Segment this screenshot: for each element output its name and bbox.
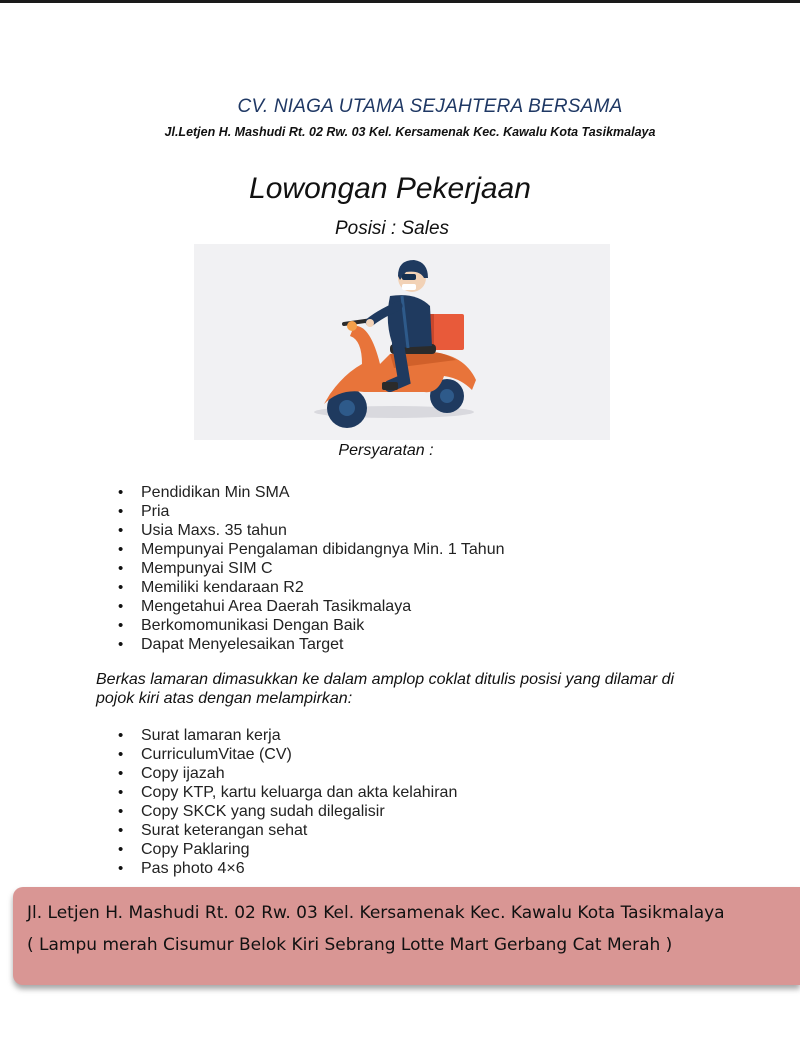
address-line: Jl. Letjen H. Mashudi Rt. 02 Rw. 03 Kel. Kersamenak Kec. Kawalu Kota Tasikmalaya [27,903,725,923]
page-title: Lowongan Pekerjaan [249,172,531,205]
list-item: • Mempunyai SIM C [118,559,505,578]
application-note: Berkas lamaran dimasukkan ke dalam amplop coklat ditulis posisi yang dilamar di pojok kiri atas dengan melampirkan: [96,671,675,707]
list-item: • Berkomomunikasi Dengan Baik [118,616,505,635]
list-item: • CurriculumVitae (CV) [118,745,457,764]
list-item: • Usia Maxs. 35 tahun [118,521,505,540]
list-item: • Pas photo 4×6 [118,859,457,878]
company-address: Jl.Letjen H. Mashudi Rt. 02 Rw. 03 Kel. Kersamenak Kec. Kawalu Kota Tasikmalaya [164,125,656,139]
list-item: • Pendidikan Min SMA [118,483,505,502]
company-header [0,96,800,139]
list-item: • Copy SKCK yang sudah dilegalisir [118,802,457,821]
scooter-illustration [194,244,610,440]
list-item: • Mempunyai Pengalaman dibidangnya Min. 1 Tahun [118,540,505,559]
requirements-list [118,483,505,654]
address-banner [13,887,800,985]
list-item: • Surat lamaran kerja [118,726,457,745]
company-name: CV. NIAGA UTAMA SEJAHTERA BERSAMA [237,96,623,117]
scooter-courier-icon [194,244,610,440]
position-line: Posisi : Sales [334,218,450,239]
list-item: • Dapat Menyelesaikan Target [118,635,505,654]
requirements-heading: Persyaratan : [338,442,434,459]
list-item: • Copy ijazah [118,764,457,783]
list-item: • Mengetahui Area Daerah Tasikmalaya [118,597,505,616]
documents-list [118,726,457,878]
list-item: • Surat keterangan sehat [118,821,457,840]
landmark-line: ( Lampu merah Cisumur Belok Kiri Sebrang Lotte Mart Gerbang Cat Merah ) [27,935,673,955]
list-item: • Copy Paklaring [118,840,457,859]
list-item: • Memiliki kendaraan R2 [118,578,505,597]
list-item: • Pria [118,502,505,521]
list-item: • Copy KTP, kartu keluarga dan akta kelahiran [118,783,457,802]
top-border [0,0,800,3]
